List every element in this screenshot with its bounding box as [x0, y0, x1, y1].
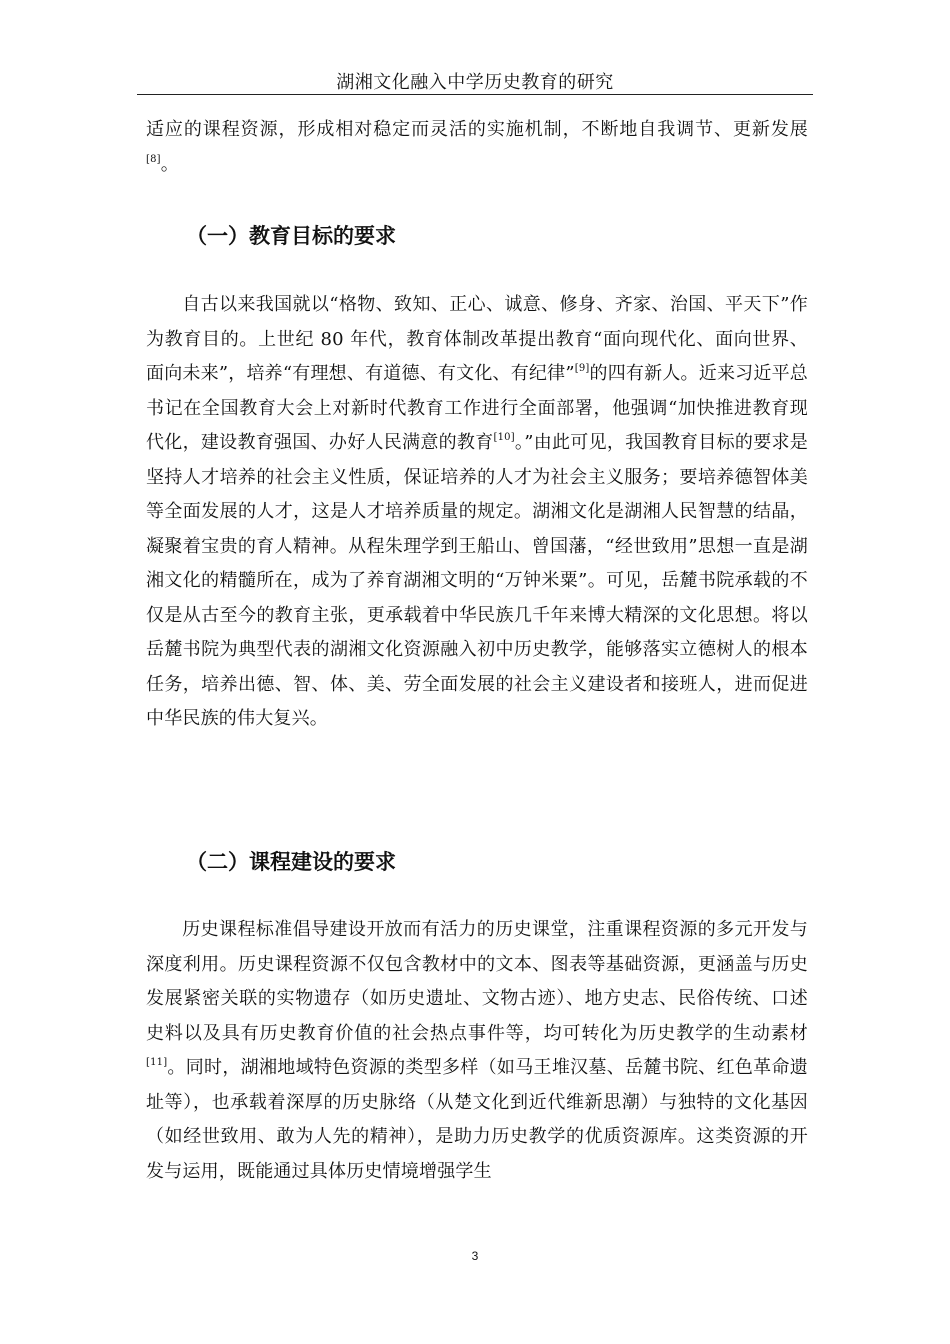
- section-heading-curriculum: （二）课程建设的要求: [186, 850, 396, 874]
- paragraph-text: 的四有新人。近来习近平总书记在全国教育大会上对新时代教育工作进行全面部署，他强调“加快推进教育现代化，建设教育强国、办好人民满意的教育: [146, 363, 808, 453]
- citation-ref: [9]: [574, 363, 590, 374]
- paragraph-text: 适应的课程资源，形成相对稳定而灵活的实施机制，不断地自我调节、更新发展: [146, 119, 808, 140]
- paragraph-continuation: [146, 113, 808, 182]
- paragraph-text: 。同时，湖湘地域特色资源的类型多样（如马王堆汉墓、岳麓书院、红色革命遗址等），也承载着深厚的历史脉络（从楚文化到近代维新思潮）与独特的文化基因（如经世致用、敢为人先的精神），是助力历史教学的优质资源库。这类资源的开发与运用，既能通过具体历史情境增强学生: [146, 1057, 808, 1182]
- section-heading-education-goals: （一）教育目标的要求: [186, 224, 396, 248]
- page-number: 3: [471, 1249, 479, 1263]
- paragraph-text: 。: [160, 153, 179, 175]
- paragraph-education-goals: [146, 288, 808, 737]
- paragraph-text: 。”由此可见，我国教育目标的要求是坚持人才培养的社会主义性质，保证培养的人才为社会主义服务；要培养德智体美等全面发展的人才，这是人才培养质量的规定。湖湘文化是湖湘人民智慧的结晶，凝聚着宝贵的育人精神。从程朱理学到王船山、曾国藩，“经世致用”思想一直是湖湘文化的精髓所在，成为了养育湖湘文明的“万钟米粟”。可见，岳麓书院承载的不仅是从古至今的教育主张，更承载着中华民族几千年来博大精深的文化思想。将以岳麓书院为典型代表的湖湘文化资源融入初中历史教学，能够落实立德树人的根本任务，培养出德、智、体、美、劳全面发展的社会主义建设者和接班人，进而促进中华民族的伟大复兴。: [146, 432, 808, 729]
- citation-ref: [10]: [493, 432, 515, 443]
- page-header-title: 湖湘文化融入中学历史教育的研究: [336, 72, 614, 93]
- paragraph-curriculum: [146, 913, 808, 1189]
- citation-ref: [11]: [146, 1057, 168, 1068]
- header-divider: [137, 94, 813, 95]
- citation-ref: [8]: [146, 153, 161, 165]
- paragraph-text: 历史课程标准倡导建设开放而有活力的历史课堂，注重课程资源的多元开发与深度利用。历史课程资源不仅包含教材中的文本、图表等基础资源，更涵盖与历史发展紧密关联的实物遗存（如历史遗址、文物古迹）、地方史志、民俗传统、口述史料以及具有历史教育价值的社会热点事件等，均可转化为历史教学的生动素材: [146, 919, 808, 1044]
- paragraph-text: 自古以来我国就以“格物、致知、正心、诚意、修身、齐家、治国、平天下”作为教育目的。上世纪 80 年代，教育体制改革提出教育“面向现代化、面向世界、面向未来”，培养“有理想、有道德、有文化、有纪律”: [146, 294, 808, 384]
